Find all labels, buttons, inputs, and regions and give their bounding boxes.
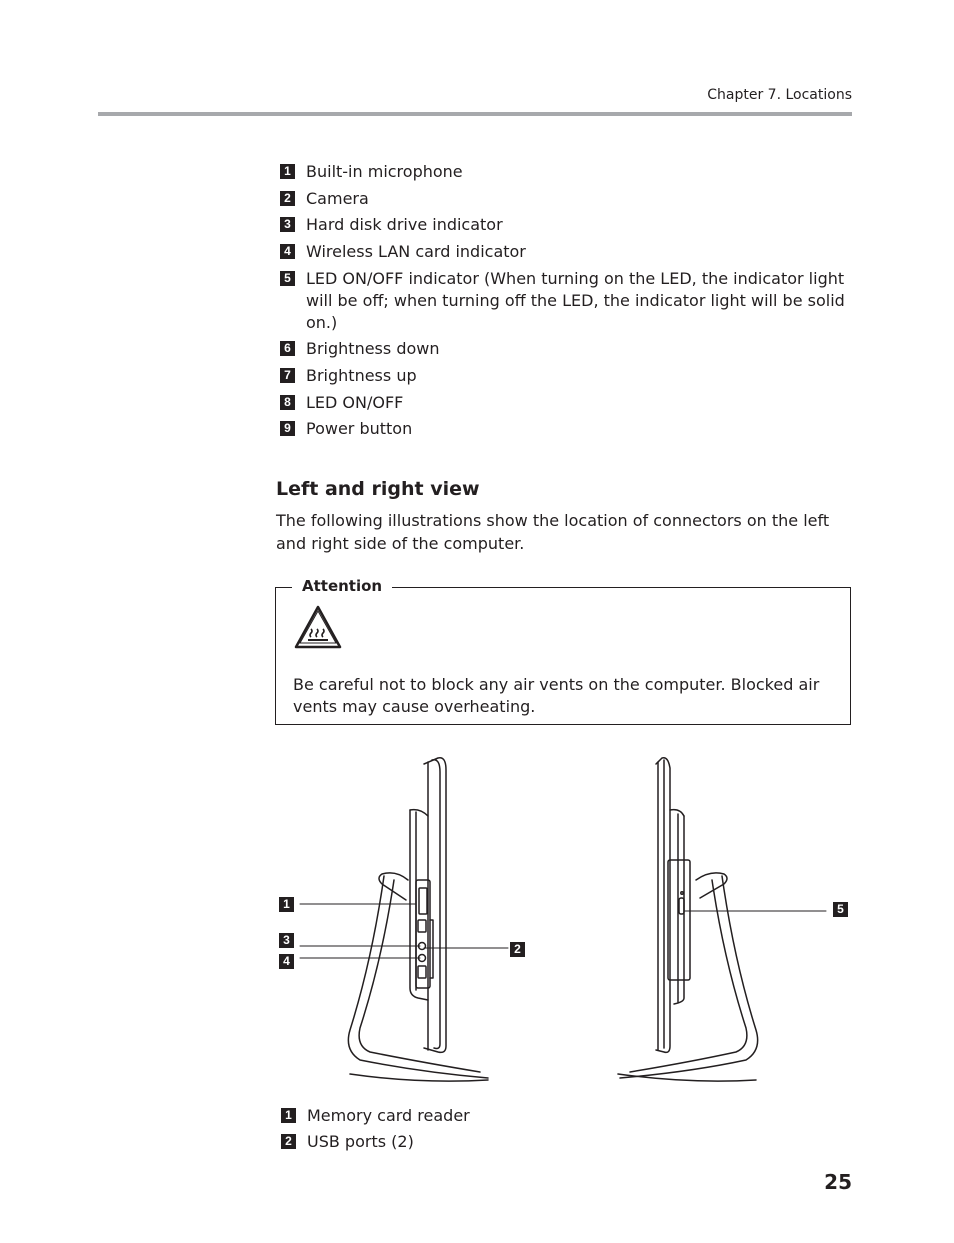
item-number: 6 [280,341,295,356]
item-number: 5 [280,271,295,286]
item-number: 3 [280,217,295,232]
callout-2: 2 [510,942,525,957]
item-label: Brightness up [306,366,417,385]
callout-5: 5 [833,902,848,917]
item-label: Wireless LAN card indicator [306,242,526,261]
section-intro: The following illustrations show the location of connectors on the left and right side of the computer. [276,511,830,553]
item-number: 2 [280,191,295,206]
item-number: 2 [281,1134,296,1149]
item-number: 1 [280,164,295,179]
chapter-header: Chapter 7. Locations [707,87,852,103]
callout-4: 4 [279,954,294,969]
item-label: LED ON/OFF indicator (When turning on the LED, the indicator light will be off; when turning off the LED, the indicator light will be solid on.) [306,269,845,332]
item-number: 8 [280,395,295,410]
item-label: Hard disk drive indicator [306,215,503,234]
attention-text: Be careful not to block any air vents on the computer. Blocked air vents may cause overheating. [293,675,820,716]
item-label: Brightness down [306,339,440,358]
header-rule [98,112,852,116]
item-label: LED ON/OFF [306,393,404,412]
item-label: Power button [306,419,413,438]
item-label: Camera [306,189,369,208]
item-number: 7 [280,368,295,383]
attention-label: Attention [292,577,392,595]
item-label: USB ports (2) [307,1132,414,1151]
item-number: 4 [280,244,295,259]
callout-3: 3 [279,933,294,948]
item-label: Built-in microphone [306,162,463,181]
callout-1: 1 [279,897,294,912]
section-heading: Left and right view [276,478,480,500]
item-label: Memory card reader [307,1106,470,1125]
side-view-illustration [270,750,860,1090]
item-number: 1 [281,1108,296,1123]
hot-surface-warning-icon [293,604,343,650]
item-number: 9 [280,421,295,436]
page-number: 25 [824,1170,852,1194]
